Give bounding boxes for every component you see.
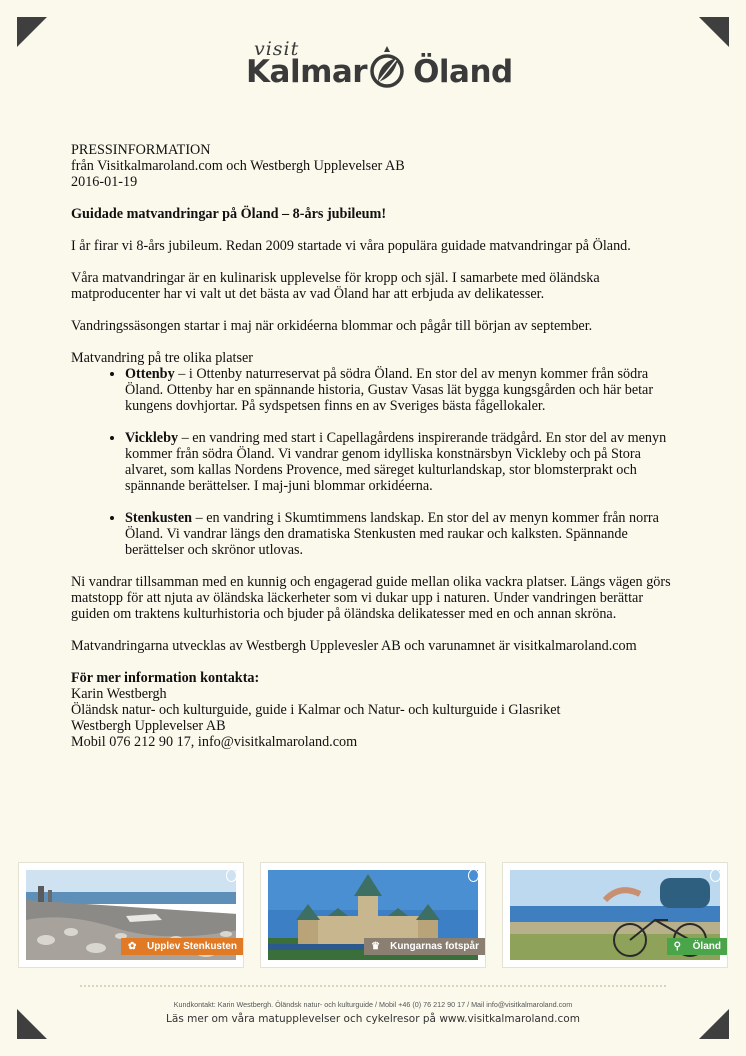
location-name: Vickleby <box>125 430 179 446</box>
press-source: från Visitkalmaroland.com och Westbergh Upplevelser AB <box>71 158 405 174</box>
dotted-divider <box>80 985 666 987</box>
list-item <box>125 430 671 494</box>
compass-leaf-icon <box>366 42 408 92</box>
photo-label-oland <box>667 938 727 955</box>
photo-label-stenkusten <box>121 938 243 955</box>
location-description: – en vandring med start i Capellagårdens inspirerande trädgård. En stor del av menyn kommer från södra Öland. Vi vandrar genom idylliska konstnärsbyn Vickleby och på Stora alvaret, som kallas Nordens Provence, med säreget kulturlandskap, stor blomsterprakt och spännande berättelser. I maj-juni blommar orkidéerna. <box>125 430 667 494</box>
press-label: PRESSINFORMATION <box>71 142 211 158</box>
logo-mark-icon <box>468 869 479 882</box>
contact-heading: För mer information kontakta: <box>71 670 260 686</box>
photo-oland <box>502 862 728 968</box>
location-description: – en vandring i Skumtimmens landskap. En stor del av menyn kommer från norra Öland. Vi vandrar längs den dramatiska Stenkusten med raukar och kalksten. Spännande berättelser och skrönor utlovas. <box>125 510 659 558</box>
footer-website: Läs mer om våra matupplevelser och cykelresor på www.visitkalmaroland.com <box>166 1013 580 1025</box>
bike-icon: ⚲ <box>673 941 681 952</box>
location-list <box>71 366 671 558</box>
photo-label-kungarnas <box>364 938 485 955</box>
photo-stenkusten <box>18 862 244 968</box>
logo-mark-icon <box>226 869 237 882</box>
location-name: Stenkusten <box>125 510 193 526</box>
logo-visit-text: visit <box>254 38 300 60</box>
location-description: – i Ottenby naturreservat på södra Öland. En stor del av menyn kommer från södra Öland. Ottenby har en spännande historia, Gustav Vasas lät bygga kungsgården och här betar kungens dovhjortar. På sydspetsen finns en av Sveriges bästa fågellokaler. <box>125 366 654 414</box>
list-item <box>125 366 671 414</box>
photo-kungarnas <box>260 862 486 968</box>
paragraph-experience: Våra matvandringar är en kulinarisk upplevelse för kropp och själ. I samarbete med öländska matproducenter har vi valt ut det bästa av vad Öland har att erbjuda av delikatesser. <box>71 270 600 302</box>
paragraph-brand: Matvandringarna utvecklas av Westbergh Upplevesler AB och varunamnet är visitkalmaroland.com <box>71 638 637 654</box>
paragraph-season: Vandringssäsongen startar i maj när orkidéerna blommar och pågår till början av september. <box>71 318 593 334</box>
contact-phone: Mobil 076 212 90 17, info@visitkalmaroland.com <box>71 734 358 750</box>
photo-label-text: Öland <box>692 941 721 952</box>
photo-label-text: Upplev Stenkusten <box>146 941 237 952</box>
press-release-body <box>71 142 671 750</box>
contact-name: Karin Westbergh <box>71 686 167 702</box>
paragraph-guide: Ni vandrar tillsamman med en kunnig och engagerad guide mellan olika vackra platser. Längs vägen görs matstopp för att njuta av öländska läckerheter som vi dukar upp i naturen. Under vandringen berättar guiden om traktens kulturhistoria och bjuder på öländska delikatesser med en och annan skröna. <box>71 574 671 622</box>
corner-decoration-top-right <box>699 17 729 47</box>
press-date: 2016-01-19 <box>71 174 138 190</box>
list-item <box>125 510 671 558</box>
logo-word-oland: Öland <box>413 54 513 90</box>
logo-word-kalmar: Kalmar <box>246 54 368 90</box>
crown-icon: ♛ <box>371 941 381 952</box>
footer-contact: Kundkontakt: Karin Westbergh. Öländsk natur- och kulturguide / Mobil +46 (0) 76 212 90 17 / Mail info@visitkalmaroland.com <box>173 1000 573 1009</box>
contact-company: Westbergh Upplevelser AB <box>71 718 226 734</box>
list-intro: Matvandring på tre olika platser <box>71 350 254 366</box>
headline: Guidade matvandringar på Öland – 8-års jubileum! <box>71 206 387 222</box>
food-icon: ✿ <box>127 941 137 952</box>
photo-label-text: Kungarnas fotspår <box>390 941 479 952</box>
corner-decoration-top-left <box>17 17 47 47</box>
photo-strip <box>18 862 728 968</box>
paragraph-intro: I år firar vi 8-års jubileum. Redan 2009 startade vi våra populära guidade matvandringar på Öland. <box>71 238 631 254</box>
visit-kalmar-oland-logo <box>246 36 513 98</box>
logo-mark-icon <box>710 869 721 882</box>
location-name: Ottenby <box>125 366 175 382</box>
contact-title: Öländsk natur- och kulturguide, guide i Kalmar och Natur- och kulturguide i Glasriket <box>71 702 561 718</box>
